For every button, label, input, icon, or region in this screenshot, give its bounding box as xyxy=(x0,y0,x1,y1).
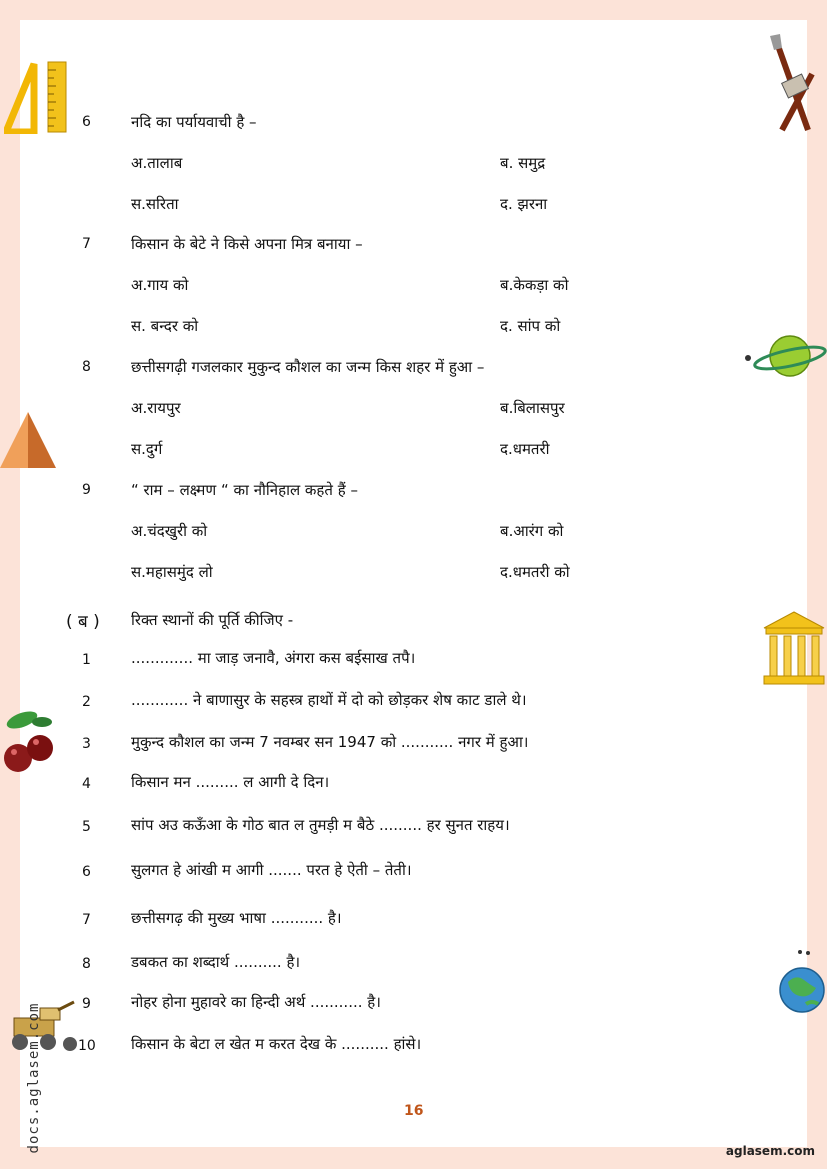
option: ब.आरंग को xyxy=(500,522,564,540)
blank-item-text: नोहर होना मुहावरे का हिन्दी अर्थ ........... है। xyxy=(131,993,381,1011)
option: ब.केकड़ा को xyxy=(500,276,569,294)
question-number: 8 xyxy=(82,359,91,375)
globe-icon xyxy=(778,948,826,1018)
ruler-triangle-icon xyxy=(4,60,68,134)
option: अ.रायपुर xyxy=(131,399,181,417)
blank-item-text: ............. मा जाड़ जनावै, अंगरा कस बईसाख तपै। xyxy=(131,649,416,667)
option: द.धमतरी xyxy=(500,440,550,458)
question-text: “ राम – लक्ष्मण “ का नौनिहाल कहते हैं – xyxy=(131,481,358,499)
pyramid-icon xyxy=(0,410,58,470)
option: ब. समुद्र xyxy=(500,154,546,172)
option: स.महासमुंद लो xyxy=(131,563,213,581)
blank-item-number: 8 xyxy=(82,956,91,972)
site-label: aglasem.com xyxy=(725,1144,815,1158)
blank-item-text: किसान मन ......... ल आगी दे दिन। xyxy=(131,773,330,791)
blank-item-number: 3 xyxy=(82,736,91,752)
question-text: नदि का पर्यायवाची है – xyxy=(131,113,257,131)
question-number: 9 xyxy=(82,482,91,498)
blank-item-text: डबकत का शब्दार्थ .......... है। xyxy=(131,953,301,971)
blank-item-text: किसान के बेटा ल खेत म करत देख के .......... हांसे। xyxy=(131,1035,422,1053)
blank-item-number: 2 xyxy=(82,694,91,710)
option: स.दुर्ग xyxy=(131,440,163,458)
option: अ.चंदखुरी को xyxy=(131,522,208,540)
question-text: छत्तीसगढ़ी गजलकार मुकुन्द कौशल का जन्म किस शहर में हुआ – xyxy=(131,358,485,376)
blank-item-number: 7 xyxy=(82,912,91,928)
berries-icon xyxy=(2,708,58,778)
section-b-label: ( ब ) xyxy=(66,612,100,632)
section-b-heading: रिक्त स्थानों की पूर्ति कीजिए - xyxy=(131,611,294,629)
option: स.सरिता xyxy=(131,195,179,213)
blank-item-number: 4 xyxy=(82,776,91,792)
option: अ.गाय को xyxy=(131,276,189,294)
blank-item-text: छत्तीसगढ़ की मुख्य भाषा ........... है। xyxy=(131,909,342,927)
blank-item-number: 1 xyxy=(82,652,91,668)
option: द. झरना xyxy=(500,195,548,213)
option: द.धमतरी को xyxy=(500,563,570,581)
temple-icon xyxy=(762,610,826,686)
page-number: 16 xyxy=(404,1103,424,1119)
blank-item-text: ............ ने बाणासुर के सहस्त्र हाथों में दो को छोड़कर शेष काट डाले थे। xyxy=(131,691,527,709)
question-text: किसान के बेटे ने किसे अपना मित्र बनाया – xyxy=(131,235,363,253)
blank-item-text: मुकुन्द कौशल का जन्म 7 नवम्बर सन 1947 को ........... नगर में हुआ। xyxy=(131,733,529,751)
question-number: 6 xyxy=(82,114,91,130)
blank-item-text: सुलगत हे आंखी म आगी ....... परत हे ऐती – तेती। xyxy=(131,861,412,879)
blank-item-text: सांप अउ कऊँआ के गोठ बात ल तुमड़ी म बैठे ......... हर सुनत राहय। xyxy=(131,816,510,834)
tools-icon xyxy=(764,34,824,134)
question-number: 7 xyxy=(82,236,91,252)
planet-icon xyxy=(742,332,827,380)
option: ब.बिलासपुर xyxy=(500,399,565,417)
option: स. बन्दर को xyxy=(131,317,199,335)
blank-item-number: 9 xyxy=(82,996,91,1012)
option: द. सांप को xyxy=(500,317,561,335)
worksheet-page xyxy=(20,20,807,1147)
blank-item-number: 5 xyxy=(82,819,91,835)
option: अ.तालाब xyxy=(131,154,183,172)
blank-item-number: 10 xyxy=(78,1038,96,1054)
watermark-text: docs.aglasem.com xyxy=(26,1002,42,1154)
blank-item-number: 6 xyxy=(82,864,91,880)
